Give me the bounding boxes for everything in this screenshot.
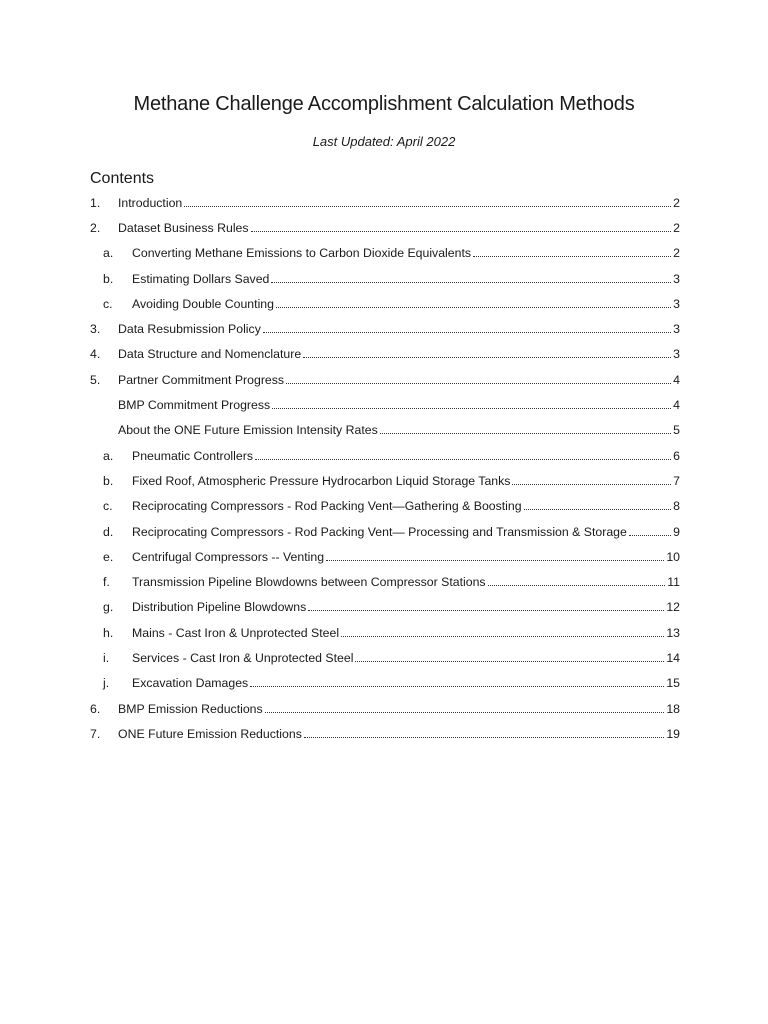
toc-entry-page-number[interactable]: 5 (673, 423, 680, 438)
toc-entry-page-number[interactable]: 8 (673, 499, 680, 514)
toc-entry-number: f. (103, 575, 110, 590)
toc-entry-number: 4. (90, 347, 101, 362)
toc-entry[interactable] (90, 569, 680, 594)
toc-dot-leader (184, 206, 671, 207)
toc-entry-body (132, 575, 680, 589)
toc-entry-title[interactable]: BMP Commitment Progress (118, 398, 271, 413)
toc-entry-number: j. (103, 676, 110, 691)
toc-dot-leader (524, 509, 672, 510)
toc-entry-title[interactable]: Avoiding Double Counting (132, 296, 274, 311)
toc-entry-body (132, 474, 680, 488)
toc-entry-title[interactable]: Services - Cast Iron & Unprotected Steel (132, 650, 354, 665)
toc-entry-body (118, 727, 680, 741)
toc-dot-leader (355, 661, 664, 662)
toc-entry-number: a. (103, 448, 114, 463)
toc-entry-body (132, 525, 680, 539)
toc-entry-body (132, 297, 680, 311)
toc-entry-page-number[interactable]: 15 (666, 676, 680, 691)
toc-entry-number: b. (103, 473, 114, 488)
toc-entry-page-number[interactable]: 18 (666, 701, 680, 716)
toc-entry-body (132, 246, 680, 260)
toc-entry[interactable] (90, 443, 680, 468)
toc-entry-body (132, 499, 680, 513)
toc-dot-leader (265, 712, 665, 713)
toc-dot-leader (341, 636, 664, 637)
toc-entry-title[interactable]: About the ONE Future Emission Intensity Rates (118, 423, 378, 438)
toc-entry[interactable] (90, 620, 680, 645)
toc-entry-page-number[interactable]: 4 (673, 398, 680, 413)
document-title: Methane Challenge Accomplishment Calculation Methods (133, 93, 635, 115)
toc-entry-title[interactable]: Estimating Dollars Saved (132, 271, 270, 286)
toc-entry-page-number[interactable]: 4 (673, 372, 680, 387)
toc-dot-leader (250, 686, 664, 687)
toc-entry-body (132, 626, 680, 640)
toc-dot-leader (255, 459, 671, 460)
toc-entry-page-number[interactable]: 12 (666, 600, 680, 615)
toc-entry-page-number[interactable]: 3 (673, 296, 680, 311)
toc-entry-body (118, 322, 680, 336)
toc-entry-page-number[interactable]: 6 (673, 448, 680, 463)
toc-entry-body (132, 272, 680, 286)
toc-dot-leader (304, 737, 664, 738)
toc-entry-number: 5. (90, 372, 101, 387)
toc-entry[interactable] (90, 190, 680, 215)
toc-entry-page-number[interactable]: 2 (673, 195, 680, 210)
toc-dot-leader (512, 484, 671, 485)
toc-entry[interactable] (90, 671, 680, 696)
toc-entry-number: b. (103, 271, 114, 286)
toc-entry[interactable] (90, 721, 680, 746)
toc-entry-body (132, 651, 680, 665)
toc-dot-leader (380, 433, 671, 434)
toc-entry-page-number[interactable]: 9 (673, 524, 680, 539)
toc-entry-body (118, 398, 680, 412)
toc-entry-body (118, 423, 680, 437)
toc-entry-body (118, 373, 680, 387)
toc-entry[interactable] (90, 215, 680, 240)
toc-dot-leader (488, 585, 666, 586)
toc-entry-title[interactable]: Converting Methane Emissions to Carbon Dioxide Equivalents (132, 246, 472, 261)
toc-dot-leader (272, 408, 671, 409)
toc-entry[interactable] (90, 418, 680, 443)
toc-entry-number: c. (103, 499, 113, 514)
toc-entry-number: d. (103, 524, 114, 539)
toc-entry-number: e. (103, 549, 114, 564)
toc-dot-leader (263, 332, 671, 333)
toc-entry[interactable] (90, 519, 680, 544)
toc-dot-leader (629, 535, 671, 536)
toc-entry[interactable] (90, 645, 680, 670)
toc-entry-page-number[interactable]: 3 (673, 271, 680, 286)
toc-entry[interactable] (90, 241, 680, 266)
toc-entry-body (132, 449, 680, 463)
toc-entry-title[interactable]: Centrifugal Compressors -- Venting (132, 549, 325, 564)
toc-entry-page-number[interactable]: 10 (666, 549, 680, 564)
toc-entry[interactable] (90, 367, 680, 392)
toc-entry-number: 3. (90, 322, 101, 337)
toc-entry-body (118, 347, 680, 361)
toc-entry-number: 7. (90, 726, 101, 741)
toc-entry-page-number[interactable]: 2 (673, 246, 680, 261)
toc-dot-leader (308, 610, 664, 611)
toc-entry-number: g. (103, 600, 114, 615)
toc-entry-number: a. (103, 246, 114, 261)
contents-heading: Contents (90, 170, 155, 187)
toc-entry[interactable] (90, 392, 680, 417)
toc-entry-body (132, 550, 680, 564)
toc-entry[interactable] (90, 696, 680, 721)
toc-dot-leader (276, 307, 671, 308)
toc-dot-leader (251, 231, 672, 232)
toc-entry-title[interactable]: Partner Commitment Progress (118, 372, 285, 387)
toc-entry-page-number[interactable]: 11 (667, 575, 680, 590)
toc-entry-title[interactable]: Dataset Business Rules (118, 220, 249, 235)
toc-entry-number: 2. (90, 220, 101, 235)
toc-entry-title[interactable]: Pneumatic Controllers (132, 448, 253, 463)
toc-entry-page-number[interactable]: 13 (666, 625, 680, 640)
toc-entry[interactable] (90, 291, 680, 316)
toc-dot-leader (473, 256, 671, 257)
toc-entry-page-number[interactable]: 14 (666, 650, 680, 665)
toc-entry-title[interactable]: Excavation Damages (132, 676, 249, 691)
toc-entry[interactable] (90, 342, 680, 367)
toc-entry-page-number[interactable]: 19 (666, 726, 680, 741)
toc-entry-title[interactable]: Data Structure and Nomenclature (118, 347, 302, 362)
toc-entry-number: i. (103, 650, 110, 665)
toc-entry-number: 6. (90, 701, 101, 716)
toc-entry-body (118, 221, 680, 235)
toc-entry-page-number[interactable]: 3 (673, 322, 680, 337)
toc-entry[interactable] (90, 316, 680, 341)
toc-entry-page-number[interactable]: 3 (673, 347, 680, 362)
toc-entry[interactable] (90, 544, 680, 569)
toc-entry-title[interactable]: BMP Emission Reductions (118, 701, 263, 716)
toc-dot-leader (271, 282, 671, 283)
toc-entry-title[interactable]: Distribution Pipeline Blowdowns (132, 600, 307, 615)
toc-entry-number: h. (103, 625, 114, 640)
toc-entry-title[interactable]: Mains - Cast Iron & Unprotected Steel (132, 625, 340, 640)
toc-entry-body (132, 676, 680, 690)
toc-entry-body (118, 702, 680, 716)
toc-entry-body (132, 600, 680, 614)
toc-entry[interactable] (90, 595, 680, 620)
toc-entry-number: c. (103, 296, 113, 311)
toc-entry-title[interactable]: Data Resubmission Policy (118, 322, 261, 337)
toc-entry[interactable] (90, 468, 680, 493)
toc-entry-title[interactable]: Introduction (118, 195, 183, 210)
toc-dot-leader (303, 357, 671, 358)
toc-entry-title[interactable]: Transmission Pipeline Blowdowns between Compressor Stations (132, 575, 486, 590)
toc-entry[interactable] (90, 494, 680, 519)
table-of-contents (90, 190, 680, 747)
toc-entry-page-number[interactable]: 7 (673, 473, 680, 488)
toc-entry-title[interactable]: Reciprocating Compressors - Rod Packing Vent—Gathering & Boosting (132, 499, 522, 514)
toc-entry-title[interactable]: Fixed Roof, Atmospheric Pressure Hydrocarbon Liquid Storage Tanks (132, 473, 511, 488)
toc-entry-title[interactable]: Reciprocating Compressors - Rod Packing Vent— Processing and Transmission & Storage (132, 524, 627, 539)
toc-entry-page-number[interactable]: 2 (673, 220, 680, 235)
toc-dot-leader (286, 383, 671, 384)
last-updated-date: Last Updated: April 2022 (312, 134, 456, 149)
toc-entry[interactable] (90, 266, 680, 291)
toc-dot-leader (326, 560, 664, 561)
toc-entry-number: 1. (90, 195, 101, 210)
toc-entry-title[interactable]: ONE Future Emission Reductions (118, 726, 302, 741)
toc-entry-body (118, 196, 680, 210)
